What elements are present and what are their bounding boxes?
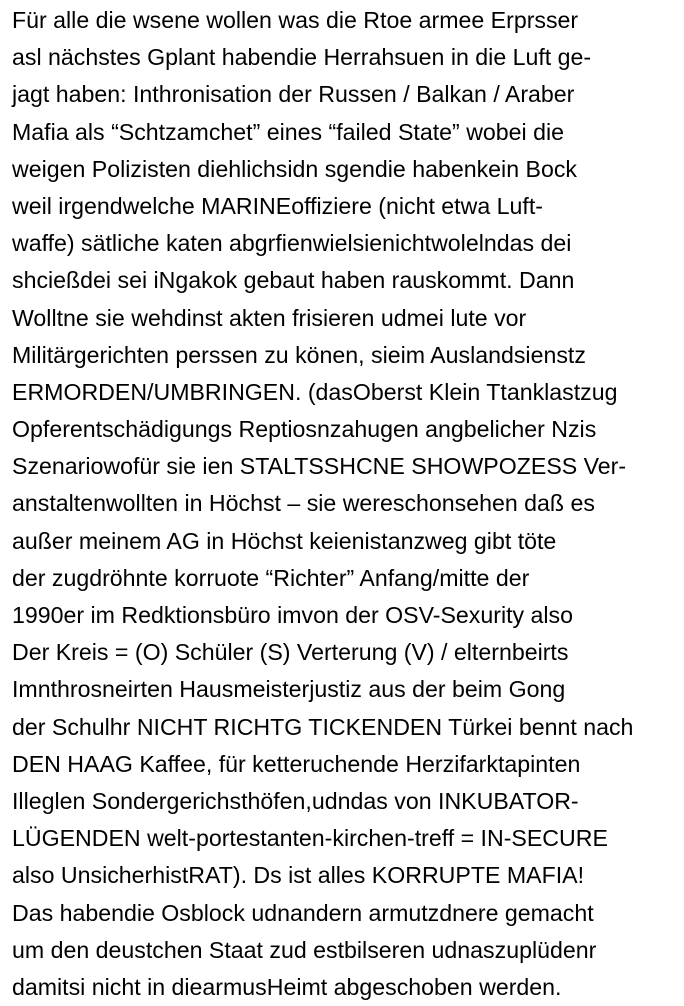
text-line: Mafia als “Schtzamchet” eines “failed State” wobei die	[12, 118, 565, 145]
text-line: asl nächstes Gplant habendie Herrahsuen in die Luft ge-	[12, 44, 592, 71]
text-line: damitsi nicht in diearmusHeimt abgeschoben werden.	[12, 973, 562, 1000]
text-line: also UnsicherhistRAT). Ds ist alles KORRUPTE MAFIA!	[12, 862, 585, 889]
text-line: der zugdröhnte korruote “Richter” Anfang/mitte der	[12, 564, 530, 591]
text-line: um den deustchen Staat zud estbilseren udnaszuplüdenr	[12, 936, 597, 963]
text-line: ERMORDEN/UMBRINGEN. (dasOberst Klein Ttanklastzug	[12, 378, 618, 405]
body-text	[12, 2, 684, 1006]
text-line: weigen Polizisten diehlichsidn sgendie habenkein Bock	[12, 155, 577, 182]
text-line: Das habendie Osblock udnandern armutzdnere gemacht	[12, 899, 594, 926]
text-line: außer meinem AG in Höchst keienistanzweg gibt töte	[12, 527, 557, 554]
text-line: Imnthrosneirten Hausmeisterjustiz aus der beim Gong	[12, 676, 566, 703]
text-line: Der Kreis = (O) Schüler (S) Verterung (V) / elternbeirts	[12, 639, 569, 666]
text-line: anstaltenwollten in Höchst – sie wereschonsehen daß es	[12, 490, 595, 517]
text-line: waffe) sätliche katen abgrfienwielsienichtwolelndas dei	[12, 230, 572, 257]
text-line: 1990er im Redktionsbüro imvon der OSV-Sexurity also	[12, 602, 574, 628]
text-line: weil irgendwelche MARINEoffiziere (nicht etwa Luft-	[12, 192, 543, 219]
text-line: Wolltne sie wehdinst akten frisieren udmei lute vor	[12, 304, 527, 331]
text-line: Opferentschädigungs Reptiosnzahugen angbelicher Nzis	[12, 416, 597, 443]
text-line: LÜGENDEN welt-portestanten-kirchen-treff = IN-SECURE	[12, 825, 608, 852]
text-line: DEN HAAG Kaffee, für ketteruchende Herzifarktapinten	[12, 750, 581, 777]
text-line: Szenariowofür sie ien STALTSSHCNE SHOWPOZESS Ver-	[12, 453, 627, 480]
text-line: Für alle die wsene wollen was die Rtoe armee Erprsser	[12, 7, 579, 33]
text-line: Militärgerichten perssen zu könen, sieim Auslandsienstz	[12, 341, 586, 368]
text-line: der Schulhr NICHT RICHTG TICKENDEN Türkei bennt nach	[12, 713, 634, 740]
text-line: Illeglen Sondergerichsthöfen,udndas von INKUBATOR-	[12, 787, 579, 814]
text-line: shcießdei sei iNgakok gebaut haben rauskommt. Dann	[12, 267, 575, 294]
text-line: jagt haben: Inthronisation der Russen / Balkan / Araber	[12, 81, 575, 108]
